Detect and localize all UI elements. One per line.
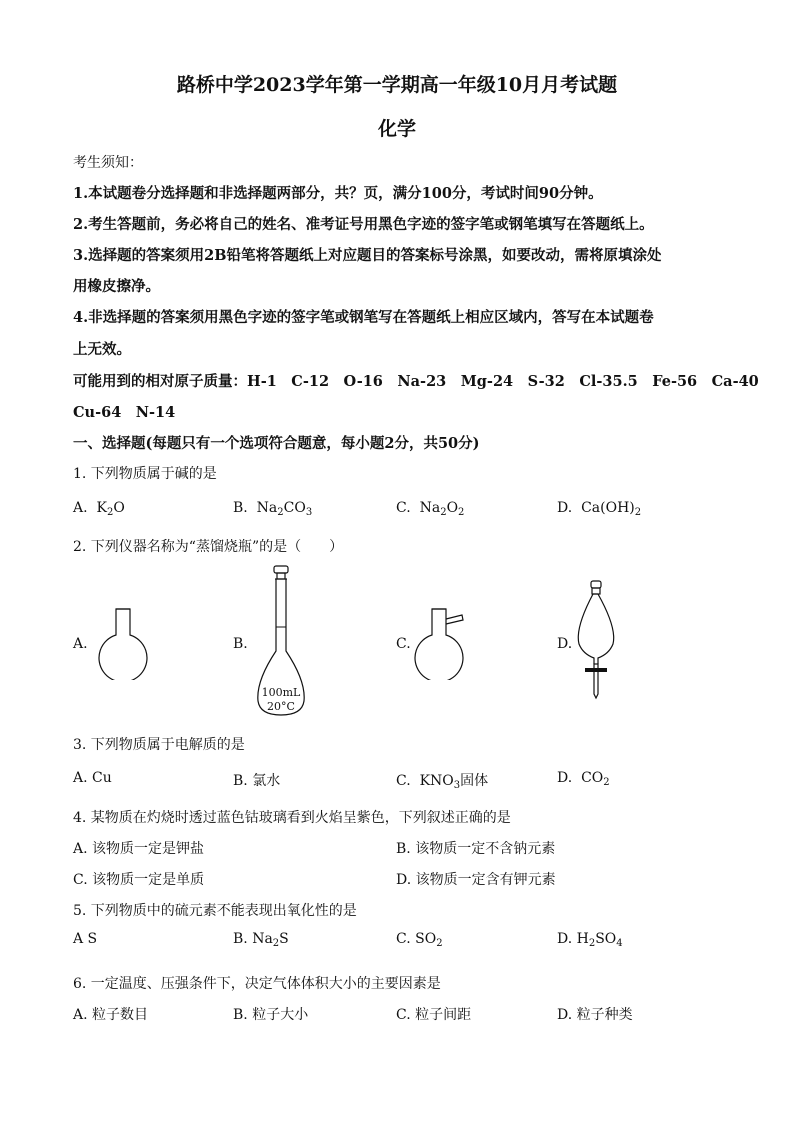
exam-title: 路桥中学2023学年第一学期高一年级10月月考试题 bbox=[176, 74, 618, 96]
notice-item-3: 3.选择题的答案须用2B铅笔将答题纸上对应题目的答案标号涂黑，如要改动，需将原填涂处 bbox=[73, 247, 662, 264]
q4-option-c: C. 该物质一定是单质 bbox=[73, 872, 205, 888]
q3-option-a: A. Cu bbox=[73, 770, 112, 786]
question-5-stem: 5. 下列物质中的硫元素不能表现出氧化性的是 bbox=[73, 903, 357, 919]
q2-option-c-label: C. bbox=[396, 636, 411, 652]
flask-temperature-label: 20°C bbox=[267, 700, 295, 713]
question-4-stem: 4. 某物质在灼烧时透过蓝色钴玻璃看到火焰呈紫色，下列叙述正确的是 bbox=[73, 810, 511, 826]
q5-option-a: A S bbox=[73, 931, 98, 947]
question-1-stem: 1. 下列物质属于碱的是 bbox=[73, 466, 217, 482]
q2-option-a-label: A. bbox=[73, 636, 88, 652]
q4-option-d: D. 该物质一定含有钾元素 bbox=[396, 872, 556, 888]
notice-item-1: 1.本试题卷分选择题和非选择题两部分，共？页，满分100分，考试时间90分钟。 bbox=[73, 185, 603, 202]
atomic-masses-line1: 可能用到的相对原子质量：H-1 C-12 O-16 Na-23 Mg-24 S-32 Cl-35.5 Fe-56 Ca-40 bbox=[73, 373, 759, 390]
q1-option-b: B. $Na_2CO_3$ bbox=[233, 500, 313, 518]
q1-option-a: A. $K_2O$ bbox=[73, 500, 125, 518]
q1-option-d: D. $Ca(OH)_2$ bbox=[557, 500, 642, 518]
q4-option-a: A. 该物质一定是钾盐 bbox=[73, 841, 205, 857]
q4-option-b: B. 该物质一定不含钠元素 bbox=[396, 841, 556, 857]
flask-volume-label: 100mL bbox=[261, 686, 301, 699]
atomic-masses-line2: Cu-64 N-14 bbox=[73, 404, 176, 421]
q3-option-c: C. $KNO_3$固体 bbox=[396, 773, 489, 791]
q3-option-b: B. 氯水 bbox=[233, 773, 281, 789]
q1-option-c: C. $Na_2O_2$ bbox=[396, 500, 465, 518]
q5-option-b: B. $Na_2S$ bbox=[233, 931, 289, 949]
notice-item-3-cont: 用橡皮擦净。 bbox=[73, 278, 160, 295]
q6-option-c: C. 粒子间距 bbox=[396, 1007, 472, 1023]
question-6-stem: 6. 一定温度、压强条件下，决定气体体积大小的主要因素是 bbox=[73, 976, 441, 992]
q6-option-b: B. 粒子大小 bbox=[233, 1007, 309, 1023]
question-2-stem: 2. 下列仪器名称为“蒸馏烧瓶”的是（ ） bbox=[73, 539, 344, 555]
section-heading: 一、选择题(每题只有一个选项符合题意，每小题2分，共50分) bbox=[73, 435, 480, 452]
notice-heading: 考生须知： bbox=[73, 155, 143, 171]
q5-option-d: D. $H_2SO_4$ bbox=[557, 931, 623, 949]
round-bottom-flask-icon bbox=[88, 605, 158, 680]
q5-option-c: C. $SO_2$ bbox=[396, 931, 443, 949]
q3-option-d: D. $CO_2$ bbox=[557, 770, 610, 788]
notice-item-4: 4.非选择题的答案须用黑色字迹的签字笔或钢笔写在答题纸上相应区域内，答写在本试题卷 bbox=[73, 309, 654, 326]
notice-item-4-cont: 上无效。 bbox=[73, 341, 131, 358]
q6-option-d: D. 粒子种类 bbox=[557, 1007, 633, 1023]
notice-item-2: 2.考生答题前，务必将自己的姓名、准考证号用黑色字迹的签字笔或钢笔填写在答题纸上。 bbox=[73, 216, 654, 233]
question-3-stem: 3. 下列物质属于电解质的是 bbox=[73, 737, 245, 753]
q6-option-a: A. 粒子数目 bbox=[73, 1007, 149, 1023]
q2-option-b-label: B. bbox=[233, 636, 248, 652]
subject-title: 化学 bbox=[377, 118, 416, 140]
q2-option-d-label: D. bbox=[557, 636, 573, 652]
separatory-funnel-icon bbox=[573, 578, 623, 706]
volumetric-flask-icon bbox=[250, 563, 315, 723]
distilling-flask-icon bbox=[410, 605, 480, 680]
